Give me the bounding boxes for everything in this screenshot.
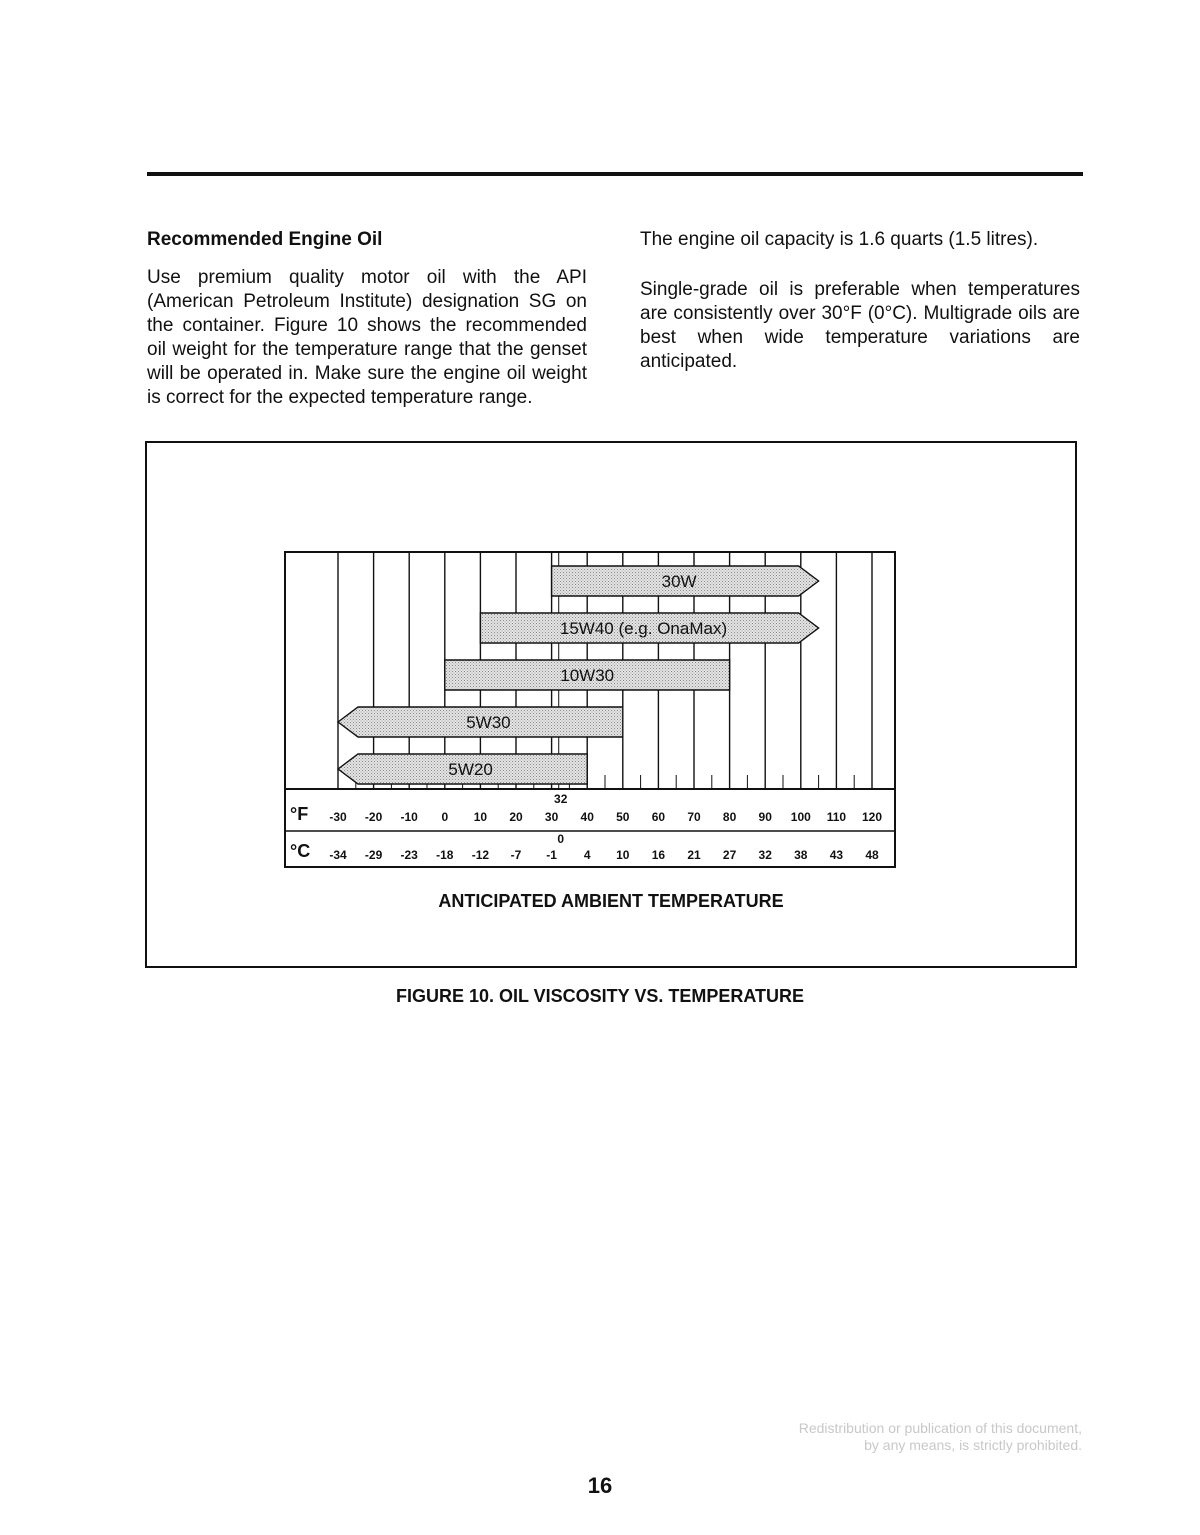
- figure-frame: [145, 441, 1077, 968]
- celsius-tick-label: 10: [616, 848, 630, 862]
- fahrenheit-tick-label: 10: [473, 810, 488, 824]
- figure-caption: FIGURE 10. OIL VISCOSITY VS. TEMPERATURE: [395, 986, 805, 1006]
- fahrenheit-tick-label: 70: [687, 810, 701, 824]
- bar-label: 5W30: [466, 713, 511, 732]
- fahrenheit-tick-label: 110: [826, 810, 847, 824]
- fahrenheit-tick-label: 50: [616, 810, 630, 824]
- fahrenheit-tick-label: 60: [651, 810, 666, 824]
- fahrenheit-tick-label: -20: [364, 810, 383, 824]
- fahrenheit-tick-label: 30: [544, 810, 559, 824]
- section-heading: Recommended Engine Oil: [147, 229, 383, 250]
- fahrenheit-tick-label: 40: [580, 810, 594, 824]
- celsius-tick-label: 16: [651, 848, 666, 862]
- celsius-tick-label: -34: [329, 848, 347, 862]
- celsius-tick-label: -23: [400, 848, 418, 862]
- single-grade-paragraph: Single-grade oil is preferable when temperatures are consistently over 30°F (0°C). Multigrade oils are best when wide temperature variations are anticipated.: [640, 279, 1080, 372]
- bar-label: 10W30: [560, 666, 615, 685]
- celsius-unit: °C: [290, 841, 311, 861]
- fahrenheit-tick-label: 100: [790, 810, 811, 824]
- celsius-tick-label: 32: [758, 848, 772, 862]
- oil-recommendation-paragraph: Use premium quality motor oil with the API (American Petroleum Institute) designation SG on the container. Figure 10 shows the recommended oil weight for the temperature range that the genset will be operated in. Make sure the engine oil weight is correct for the expected temperature range.: [147, 267, 587, 408]
- oil-viscosity-chart: [284, 551, 896, 869]
- top-rule: [147, 172, 1083, 176]
- celsius-tick-label: -18: [436, 848, 454, 862]
- fahrenheit-tick-label: -30: [329, 810, 347, 824]
- bar-label: 15W40 (e.g. OnaMax): [559, 619, 728, 638]
- fahrenheit-tick-label: 90: [758, 810, 772, 824]
- celsius-tick-label: 48: [865, 848, 879, 862]
- oil-capacity-paragraph: The engine oil capacity is 1.6 quarts (1.5 litres).: [640, 229, 1039, 250]
- celsius-tick-label: 38: [794, 848, 808, 862]
- fahrenheit-tick-label: 20: [509, 810, 523, 824]
- freezing-c-label: 0: [557, 832, 565, 846]
- celsius-tick-label: -12: [471, 848, 490, 862]
- watermark-line: Redistribution or publication of this document,: [798, 1420, 1082, 1436]
- celsius-tick-label: 4: [583, 848, 591, 862]
- watermark: [799, 1420, 1082, 1454]
- celsius-tick-label: 27: [722, 848, 737, 862]
- fahrenheit-unit: °F: [290, 804, 309, 824]
- left-column: [147, 228, 587, 410]
- fahrenheit-tick-label: 120: [861, 810, 883, 824]
- fahrenheit-tick-label: -10: [400, 810, 418, 824]
- freezing-f-label: 32: [554, 792, 568, 806]
- fahrenheit-tick-label: 0: [441, 810, 449, 824]
- celsius-tick-label: -1: [546, 848, 557, 862]
- fahrenheit-tick-label: 80: [722, 810, 737, 824]
- bar-label: 30W: [661, 572, 697, 591]
- bar-label: 5W20: [448, 760, 493, 779]
- page-number: 16: [587, 1473, 613, 1498]
- right-column: [640, 228, 1080, 374]
- celsius-tick-label: 21: [687, 848, 701, 862]
- celsius-tick-label: -29: [364, 848, 383, 862]
- axis-title: ANTICIPATED AMBIENT TEMPERATURE: [438, 891, 784, 911]
- celsius-tick-label: 43: [829, 848, 844, 862]
- watermark-line: by any means, is strictly prohibited.: [864, 1437, 1082, 1453]
- celsius-tick-label: -7: [510, 848, 522, 862]
